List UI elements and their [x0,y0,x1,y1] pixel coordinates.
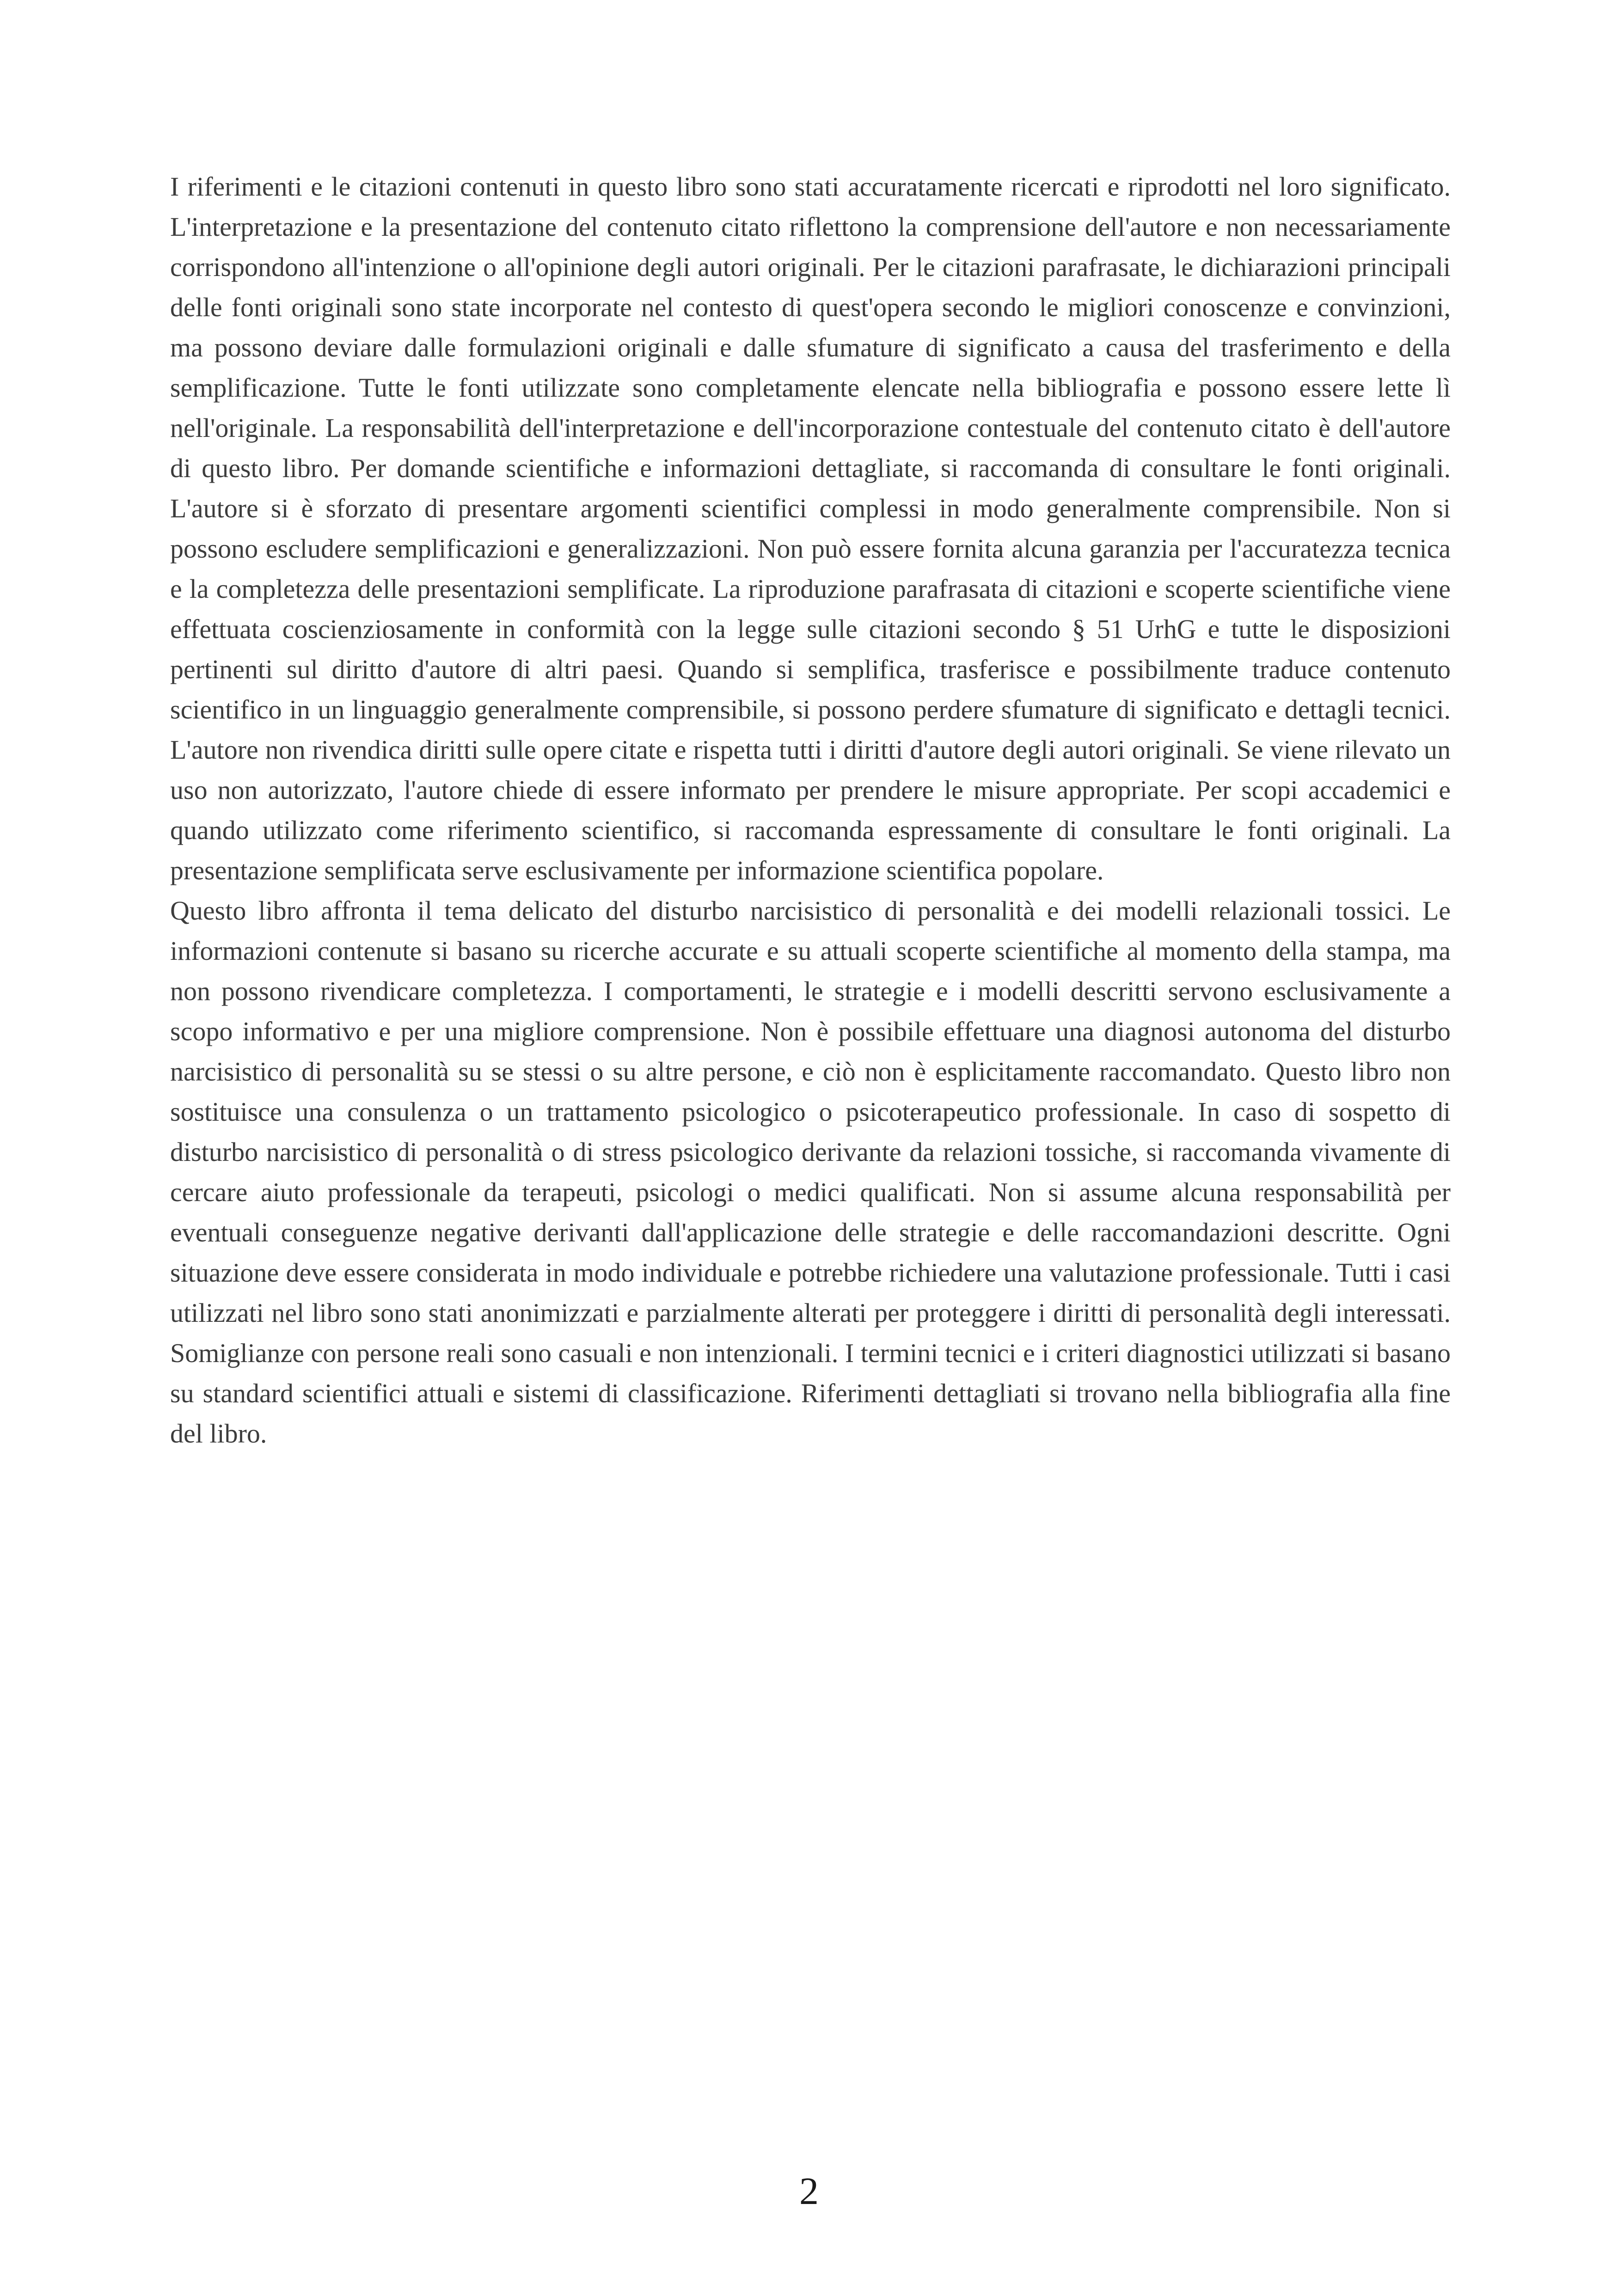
page-number: 2 [799,2170,819,2213]
paragraph-references-disclaimer: I riferimenti e le citazioni contenuti in questo libro sono stati accuratamente ricercati e riprodotti nel loro significato. L'interpretazione e la presentazione del contenuto citato riflettono la comprensione dell'autore e non necessariamente corrispondono all'intenzione o all'opinione degli autori originali. Per le citazioni parafrasate, le dichiarazioni principali delle fonti originali sono state incorporate nel contesto di quest'opera secondo le migliori conoscenze e convinzioni, ma possono deviare dalle formulazioni originali e dalle sfumature di significato a causa del trasferimento e della semplificazione. Tutte le fonti utilizzate sono completamente elencate nella bibliografia e possono essere lette lì nell'originale. La responsabilità dell'interpretazione e dell'incorporazione contestuale del contenuto citato è dell'autore di questo libro. Per domande scientifiche e informazioni dettagliate, si raccomanda di consultare le fonti originali. L'autore si è sforzato di presentare argomenti scientifici complessi in modo generalmente comprensibile. Non si possono escludere semplificazioni e generalizzazioni. Non può essere fornita alcuna garanzia per l'accuratezza tecnica e la completezza delle presentazioni semplificate. La riproduzione parafrasata di citazioni e scoperte scientifiche viene effettuata coscienziosamente in conformità con la legge sulle citazioni secondo § 51 UrhG e tutte le disposizioni pertinenti sul diritto d'autore di altri paesi. Quando si semplifica, trasferisce e possibilmente traduce contenuto scientifico in un linguaggio generalmente comprensibile, si possono perdere sfumature di significato e dettagli tecnici. L'autore non rivendica diritti sulle opere citate e rispetta tutti i diritti d'autore degli autori originali. Se viene rilevato un uso non autorizzato, l'autore chiede di essere informato per prendere le misure appropriate. Per scopi accademici e quando utilizzato come riferimento scientifico, si raccomanda espressamente di consultare le fonti originali. La presentazione semplificata serve esclusivamente per informazione scientifica popolare. [170,172,1451,885]
body-text [170,166,1451,1454]
paragraph-medical-disclaimer: Questo libro affronta il tema delicato del disturbo narcisistico di personalità e dei modelli relazionali tossici. Le informazioni contenute si basano su ricerche accurate e su attuali scoperte scientifiche al momento della stampa, ma non possono rivendicare completezza. I comportamenti, le strategie e i modelli descritti servono esclusivamente a scopo informativo e per una migliore comprensione. Non è possibile effettuare una diagnosi autonoma del disturbo narcisistico di personalità su se stessi o su altre persone, e ciò non è esplicitamente raccomandato. Questo libro non sostituisce una consulenza o un trattamento psicologico o psicoterapeutico professionale. In caso di sospetto di disturbo narcisistico di personalità o di stress psicologico derivante da relazioni tossiche, si raccomanda vivamente di cercare aiuto professionale da terapeuti, psicologi o medici qualificati. Non si assume alcuna responsabilità per eventuali conseguenze negative derivanti dall'applicazione delle strategie e delle raccomandazioni descritte. Ogni situazione deve essere considerata in modo individuale e potrebbe richiedere una valutazione professionale. Tutti i casi utilizzati nel libro sono stati anonimizzati e parzialmente alterati per proteggere i diritti di personalità degli interessati. Somiglianze con persone reali sono casuali e non intenzionali. I termini tecnici e i criteri diagnostici utilizzati si basano su standard scientifici attuali e sistemi di classificazione. Riferimenti dettagliati si trovano nella bibliografia alla fine del libro. [170,896,1451,1449]
